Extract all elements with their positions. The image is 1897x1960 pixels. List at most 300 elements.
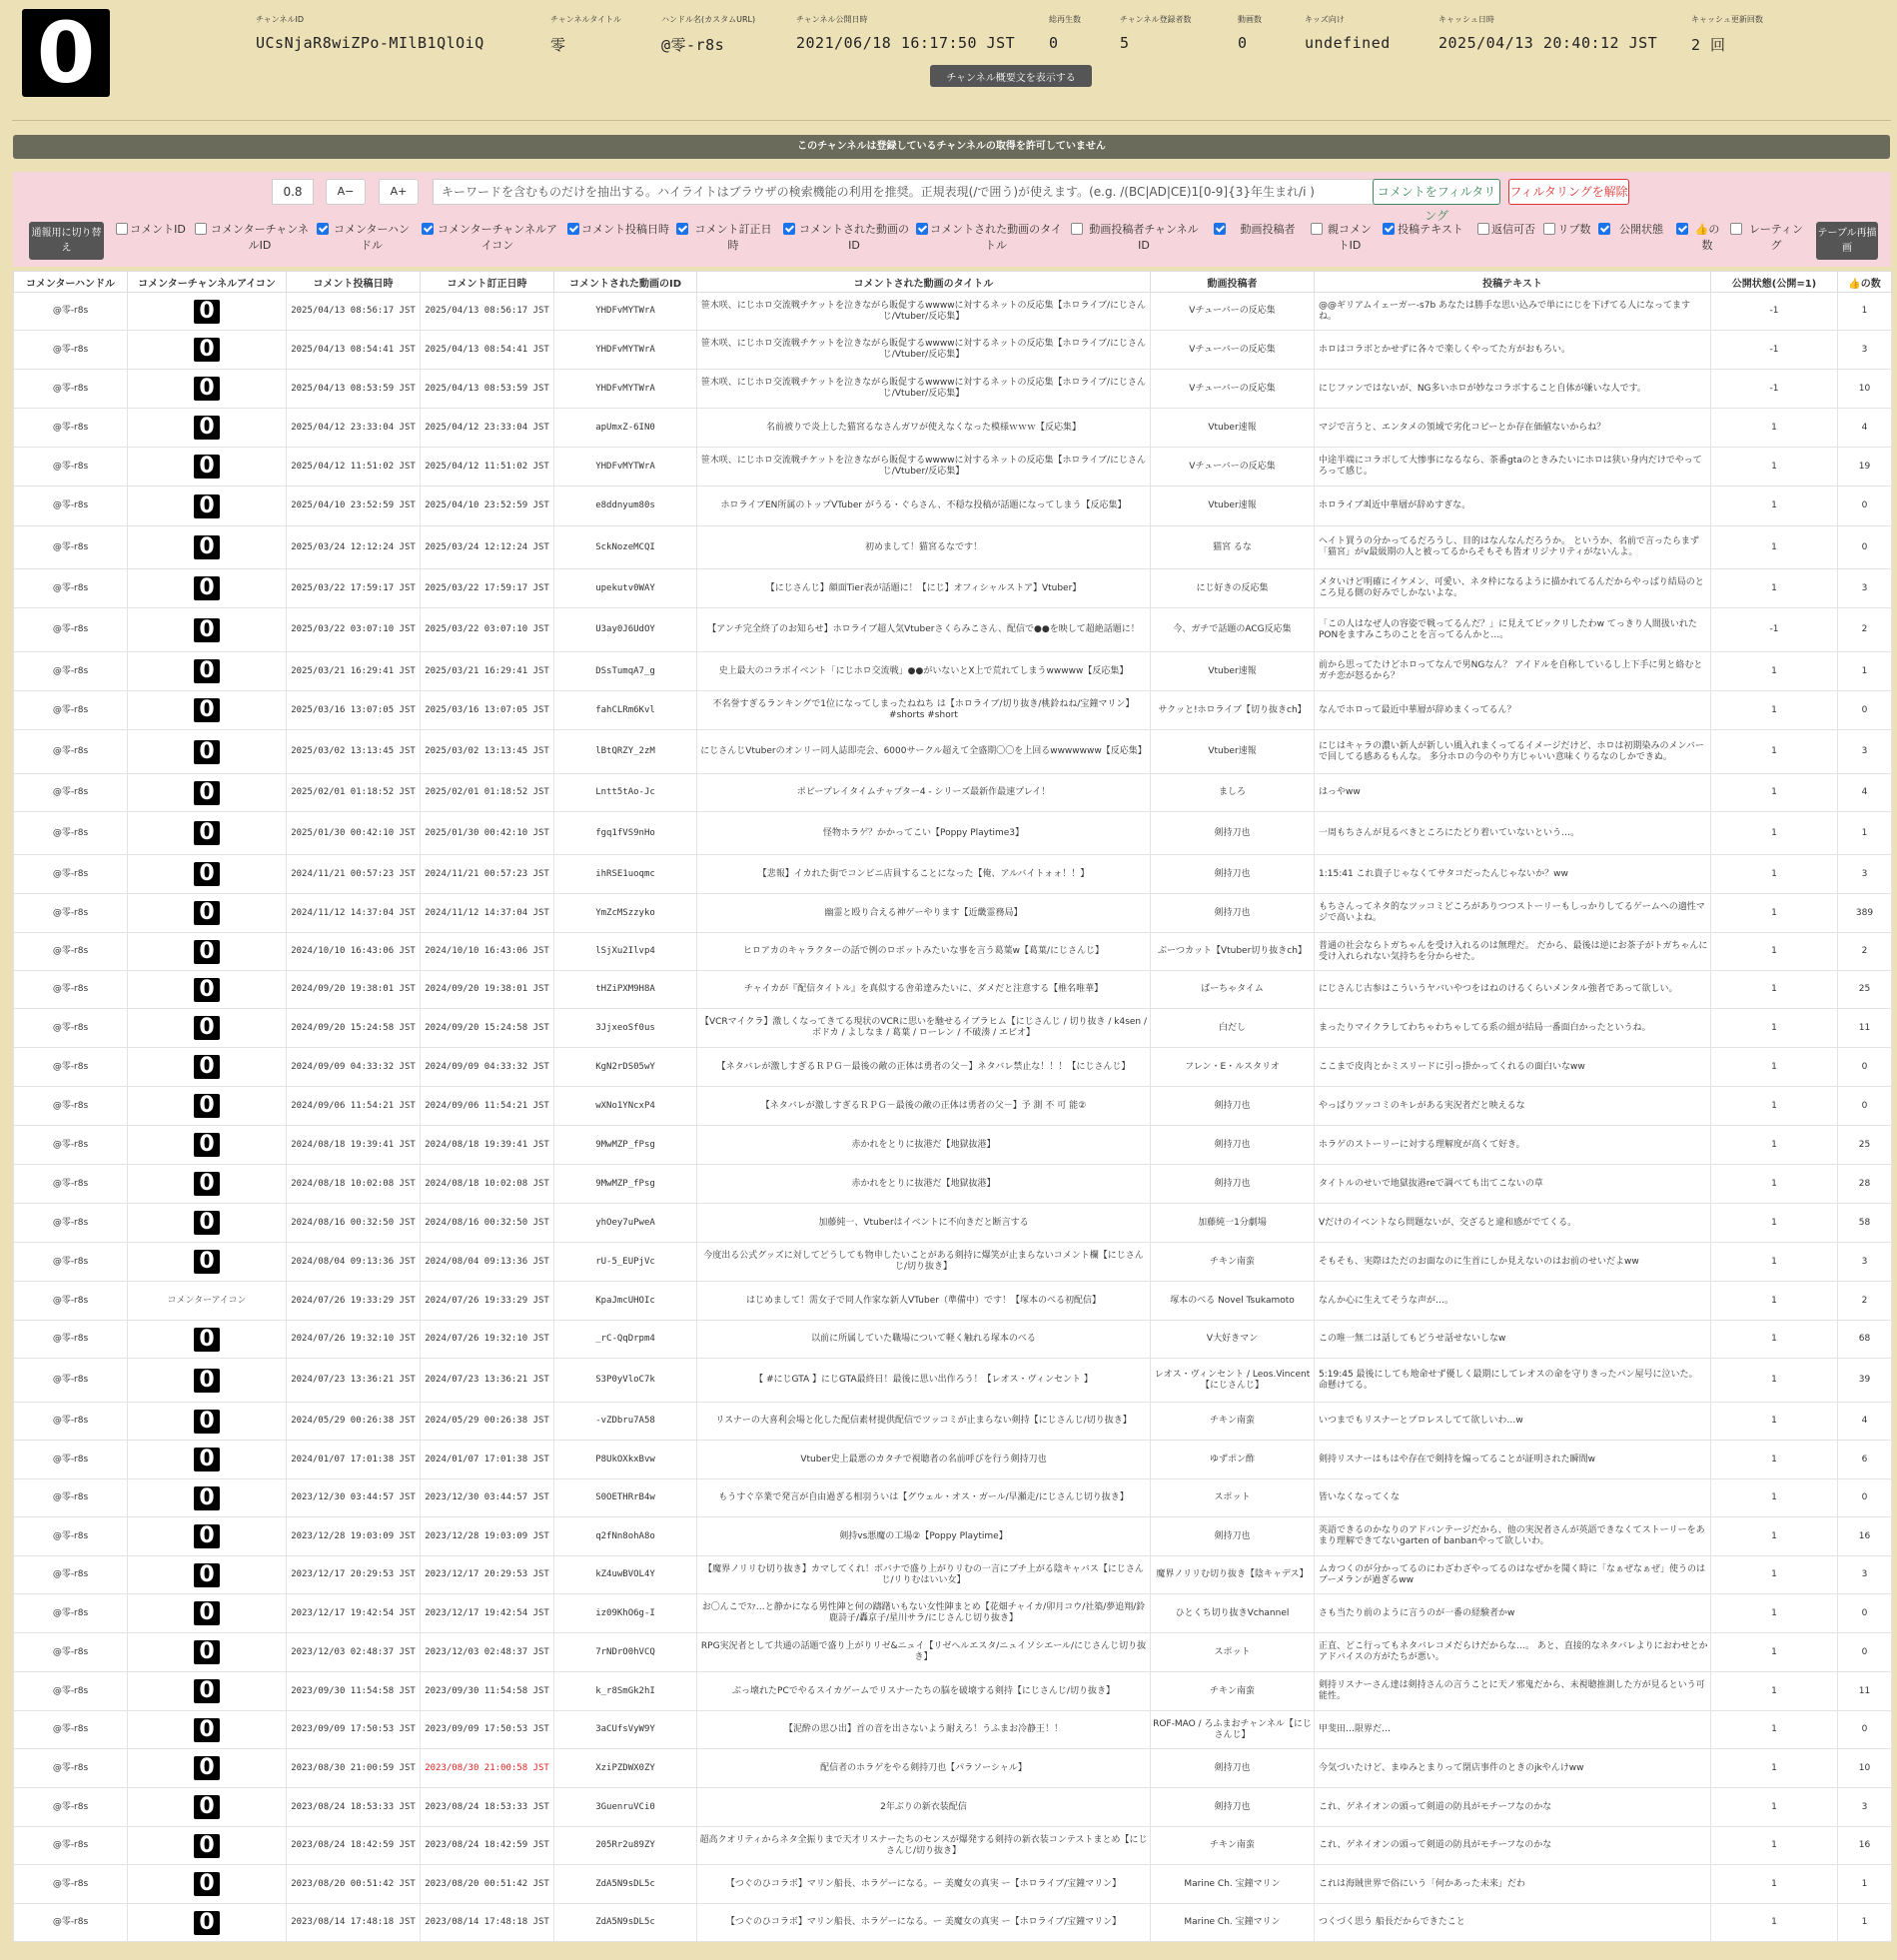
cell-uploader: スポット [1151, 1479, 1315, 1517]
column-header[interactable]: 公開状態(公開=1) [1711, 272, 1838, 293]
icon-cell [128, 409, 287, 448]
cell-likes: 2 [1838, 608, 1892, 652]
commenter-avatar-icon: 0 [194, 1718, 220, 1742]
cell-edited: 2025/04/12 11:51:02 JST [421, 448, 554, 487]
cell-text: 一周もちさんが見るべきところにたどり着いていないという…。 [1315, 812, 1711, 855]
cell-uploader: Vtuber速報 [1151, 487, 1315, 526]
cell-video-title: 【にじさんじ】顔面Tier表が話題に！【にじ】オフィシャルストア】Vtuber】 [697, 569, 1151, 608]
cell-likes: 10 [1838, 370, 1892, 409]
notice-banner: このチャンネルは登録しているチャンネルの取得を許可していません [13, 135, 1890, 159]
cell-posted: 2024/10/10 16:43:06 JST [287, 933, 421, 971]
icon-cell [128, 1479, 287, 1517]
stat-0 [256, 14, 484, 52]
cell-likes: 1 [1838, 1904, 1892, 1942]
column-toggle-0[interactable] [116, 222, 186, 238]
checkbox-label: コメンターチャンネルアイコン [438, 223, 557, 252]
commenter-avatar-icon: 0 [194, 416, 220, 440]
cell-video-id: SckNozeMCQI [554, 526, 697, 569]
column-header[interactable]: コメンターハンドル [14, 272, 128, 293]
commenter-avatar-icon: 0 [194, 1563, 220, 1587]
cell-status: 1 [1711, 1441, 1838, 1479]
cell-video-title: ホロライブEN所属のトップVTuber がうる・ぐらさん、不穏な投稿が話題になってしまう【反応集】 [697, 487, 1151, 526]
column-toggle-13[interactable] [1543, 222, 1591, 238]
cell-text: これ、ゲネイオンの頭って剣道の防具がモチーフなのかな [1315, 1827, 1711, 1865]
cell-handle: @零-r8s [14, 1165, 128, 1204]
cell-text: 5:19:45 最後にしても地命せず優しく最期にしてレオスの命を守りきったパン屋号に泣いた。 命懸けてる。 [1315, 1359, 1711, 1403]
cell-uploader: チキン南蛮 [1151, 1243, 1315, 1282]
cell-status: 1 [1711, 1672, 1838, 1711]
clear-filter-button[interactable]: フィルタリングを解除 [1508, 179, 1629, 205]
cell-video-id: 3GuenruVCi0 [554, 1788, 697, 1827]
show-channel-description-button[interactable]: チャンネル概要文を表示する [930, 65, 1092, 87]
cell-video-title: ヒロアカのキャラクターの話で例のロボットみたいな事を言う葛葉w【葛葉/にじさんじ】 [697, 933, 1151, 971]
icon-cell [128, 1282, 287, 1321]
cell-text: これ、ゲネイオンの頭って剣道の防具がモチーフなのかな [1315, 1788, 1711, 1827]
table-row [14, 409, 1892, 448]
column-header[interactable]: 投稿テキスト [1315, 272, 1711, 293]
column-toggle-6[interactable] [783, 222, 911, 254]
cell-edited: 2023/08/20 00:51:42 JST [421, 1865, 554, 1904]
cell-uploader: ぱーちゃタイム [1151, 971, 1315, 1009]
cell-edited: 2024/07/26 19:32:10 JST [421, 1321, 554, 1359]
stat-label: チャンネルタイトル [550, 15, 622, 24]
cell-posted: 2025/03/22 03:07:10 JST [287, 608, 421, 652]
cell-status: 1 [1711, 1243, 1838, 1282]
table-row [14, 1517, 1892, 1556]
stat-value: UCsNjaR8wiZPo-MIlB1QlOiQ [256, 34, 484, 52]
column-toggle-8[interactable] [1071, 222, 1203, 254]
column-toggle-16[interactable] [1730, 222, 1808, 254]
icon-cell [128, 730, 287, 774]
cell-handle: @零-r8s [14, 1594, 128, 1633]
column-toggle-3[interactable] [422, 222, 559, 254]
cell-video-title: 2年ぶりの新衣装配信 [697, 1788, 1151, 1827]
cell-text: なんか心に生えてそうな声が…。 [1315, 1282, 1711, 1321]
cell-likes: 389 [1838, 894, 1892, 933]
cell-status: -1 [1711, 370, 1838, 409]
cell-likes: 0 [1838, 691, 1892, 730]
keyword-filter-input[interactable]: キーワードを含むものだけを抽出する。ハイライトはブラウザの検索機能の利用を推奨。正規表現(/で囲う)が使えます。(e.g. /(BC|AD|CE)1[0-9]{3}年生まれ/i ) [433, 179, 1375, 205]
cell-posted: 2024/08/16 00:32:50 JST [287, 1204, 421, 1243]
cell-handle: @零-r8s [14, 331, 128, 370]
cell-likes: 1 [1838, 812, 1892, 855]
cell-handle: @零-r8s [14, 812, 128, 855]
icon-cell [128, 608, 287, 652]
icon-cell [128, 1204, 287, 1243]
cell-text: 前から思ってたけどホロってなんで男NGなん？ アイドルを自称しているし上下手に男と絡むとガチ恋が怒るから？ [1315, 652, 1711, 691]
cell-text: Vだけのイベントなら問題ないが、交ざると違和感がでてくる。 [1315, 1204, 1711, 1243]
cell-video-title: 赤かれをとりに抜港だ【地獄抜港】 [697, 1126, 1151, 1165]
cell-uploader: フレン・E・ルスタリオ [1151, 1048, 1315, 1087]
cell-video-title: 初めまして！猫宮るなです！ [697, 526, 1151, 569]
cell-handle: @零-r8s [14, 1788, 128, 1827]
report-mode-toggle-button[interactable]: 通報用に切り替え [29, 222, 104, 260]
checkbox[interactable] [1730, 223, 1742, 235]
cell-uploader: 剣持刀也 [1151, 1165, 1315, 1204]
cell-video-id: -vZDbru7A58 [554, 1403, 697, 1441]
commenter-avatar-icon: 0 [194, 1172, 220, 1196]
cell-uploader: Vチューバーの反応集 [1151, 448, 1315, 487]
cell-status: 1 [1711, 812, 1838, 855]
table-row [14, 652, 1892, 691]
checkbox[interactable] [916, 223, 928, 235]
checkbox[interactable] [317, 223, 329, 235]
commenter-avatar-icon: 0 [194, 1133, 220, 1157]
commenter-avatar-icon: 0 [194, 862, 220, 886]
checkbox[interactable] [1311, 223, 1323, 235]
table-row [14, 812, 1892, 855]
icon-cell [128, 1359, 287, 1403]
cell-video-id: YHDFvMYTWrA [554, 448, 697, 487]
icon-cell [128, 370, 287, 409]
cell-posted: 2024/07/26 19:33:29 JST [287, 1282, 421, 1321]
cell-status: 1 [1711, 1321, 1838, 1359]
checkbox-label: コメントされた動画のタイトル [930, 223, 1062, 252]
icon-cell [128, 1904, 287, 1942]
cell-likes: 19 [1838, 448, 1892, 487]
cell-uploader: 魔界ノリリむ切り抜き【陰キャデス】 [1151, 1556, 1315, 1594]
cell-handle: @零-r8s [14, 1048, 128, 1087]
cell-video-id: YHDFvMYTWrA [554, 370, 697, 409]
cell-uploader: レオス・ヴィンセント / Leos.Vincent【にじさんじ】 [1151, 1359, 1315, 1403]
column-toggle-12[interactable] [1477, 222, 1535, 238]
stat-7 [1305, 14, 1391, 52]
icon-cell [128, 1865, 287, 1904]
cell-status: 1 [1711, 1827, 1838, 1865]
commenter-avatar-icon: 0 [194, 377, 220, 401]
cell-edited: 2025/04/13 08:53:59 JST [421, 370, 554, 409]
cell-text: 1:15:41 これ貴子じゃなくてサタコだったんじゃないか？ww [1315, 855, 1711, 894]
stat-label: チャンネルID [256, 15, 305, 24]
commenter-avatar-icon: 0 [194, 1756, 220, 1780]
checkbox[interactable] [1477, 223, 1489, 235]
cell-edited: 2025/03/22 17:59:17 JST [421, 569, 554, 608]
commenter-avatar-icon: 0 [194, 1872, 220, 1896]
stat-value: undefined [1305, 34, 1391, 52]
cell-video-title: にじさんじVtuberのオンリー同人誌即売会、6000サークル超えて全盛期〇〇を上回るwwwwwww【反応集】 [697, 730, 1151, 774]
cell-video-title: はじめまして！需女子で同人作家な新人VTuber（準備中）です！【塚本のべる初配信】 [697, 1282, 1151, 1321]
commenter-avatar-icon: 0 [194, 978, 220, 1002]
commenter-avatar-icon: 0 [194, 338, 220, 362]
column-toggle-2[interactable] [317, 222, 413, 254]
cell-likes: 3 [1838, 1243, 1892, 1282]
cell-text: タイトルのせいで地獄抜港reで調べても出てこないの草 [1315, 1165, 1711, 1204]
cell-status: 1 [1711, 1749, 1838, 1788]
checkbox[interactable] [1214, 223, 1226, 235]
cell-video-title: 今度出る公式グッズに対してどうしても物申したいことがある剣持に爆笑が止まらないコメント欄【にじさんじ/切り抜き】 [697, 1243, 1151, 1282]
cell-posted: 2024/11/12 14:37:04 JST [287, 894, 421, 933]
icon-cell [128, 1556, 287, 1594]
cell-handle: @零-r8s [14, 730, 128, 774]
cell-status: 1 [1711, 487, 1838, 526]
cell-status: 1 [1711, 1517, 1838, 1556]
table-row [14, 1359, 1892, 1403]
cell-likes: 3 [1838, 569, 1892, 608]
cell-video-title: 配信者のホラゲをやる剣持刀也【パラソーシャル】 [697, 1749, 1151, 1788]
cell-posted: 2025/01/30 00:42:10 JST [287, 812, 421, 855]
icon-cell [128, 1087, 287, 1126]
checkbox[interactable] [783, 223, 795, 235]
cell-posted: 2023/12/17 20:29:53 JST [287, 1556, 421, 1594]
cell-uploader: Vチューバーの反応集 [1151, 331, 1315, 370]
cell-handle: @零-r8s [14, 1904, 128, 1942]
cell-likes: 6 [1838, 1441, 1892, 1479]
cell-status: 1 [1711, 1282, 1838, 1321]
table-row [14, 933, 1892, 971]
cell-uploader: Vtuber速報 [1151, 652, 1315, 691]
cell-video-title: 笹木咲、にじホロ交流戦チケットを泣きながら販促するwwwwに対するネットの反応集【ホロライブ/にじさんじ/Vtuber/反応集】 [697, 448, 1151, 487]
checkbox[interactable] [1543, 223, 1555, 235]
icon-cell [128, 1827, 287, 1865]
stat-3 [796, 14, 1015, 52]
cell-posted: 2023/12/17 19:42:54 JST [287, 1594, 421, 1633]
stat-value: 2 回 [1691, 36, 1726, 54]
cell-video-id: lBtQRZY_2zM [554, 730, 697, 774]
table-row [14, 1321, 1892, 1359]
stat-value: @零-r8s [661, 36, 725, 54]
cell-handle: @零-r8s [14, 652, 128, 691]
cell-text: 中途半端にコラボして大惨事になるなら、茶番gtaのときみたいにホロは狭い身内だけでやってろって感じ。 [1315, 448, 1711, 487]
checkbox[interactable] [567, 223, 579, 235]
icon-cell [128, 1243, 287, 1282]
cell-video-id: tHZiPXM9H8A [554, 971, 697, 1009]
cell-status: 1 [1711, 1711, 1838, 1749]
cell-handle: @零-r8s [14, 855, 128, 894]
icon-cell [128, 691, 287, 730]
cell-status: 1 [1711, 1788, 1838, 1827]
cell-edited: 2023/09/30 11:54:58 JST [421, 1672, 554, 1711]
cell-video-title: 【つぐのひコラボ】マリン船長、ホラゲーになる。ー 美魔女の真実 ー【ホロライブ/宝鐘マリン】 [697, 1904, 1151, 1942]
cell-video-id: ihRSE1uoqmc [554, 855, 697, 894]
column-header[interactable]: 動画投稿者 [1151, 272, 1315, 293]
font-decrease-button[interactable]: A− [326, 179, 366, 205]
cell-handle: @零-r8s [14, 1321, 128, 1359]
cell-text: 「この人はなぜ人の容姿で戦ってるんだ？」に見えてビックリしたわw てっきり人間扱いれたPONをますみこちのことを言ってるんかと…。 [1315, 608, 1711, 652]
stat-label: キャッシュ日時 [1438, 15, 1494, 24]
cell-status: -1 [1711, 331, 1838, 370]
cell-edited: 2024/08/18 19:39:41 JST [421, 1126, 554, 1165]
column-header[interactable]: コメント投稿日時 [287, 272, 421, 293]
table-row [14, 1204, 1892, 1243]
table-row [14, 1009, 1892, 1048]
cell-edited: 2023/12/17 19:42:54 JST [421, 1594, 554, 1633]
cell-uploader: 剣持刀也 [1151, 812, 1315, 855]
cell-edited: 2024/09/20 19:38:01 JST [421, 971, 554, 1009]
cell-text: まったりマイクラしてわちゃわちゃしてる系の組が結局一番面白かったというね。 [1315, 1009, 1711, 1048]
cell-posted: 2024/07/23 13:36:21 JST [287, 1359, 421, 1403]
cell-uploader: 加藤純一1分劇場 [1151, 1204, 1315, 1243]
cell-likes: 0 [1838, 1633, 1892, 1672]
column-toggle-11[interactable] [1383, 222, 1464, 238]
stat-value: 零 [550, 36, 566, 54]
cell-handle: @零-r8s [14, 691, 128, 730]
cell-posted: 2025/03/02 13:13:45 JST [287, 730, 421, 774]
cell-handle: @零-r8s [14, 1749, 128, 1788]
stat-9 [1691, 14, 1763, 55]
checkbox[interactable] [116, 223, 128, 235]
checkbox[interactable] [676, 223, 688, 235]
icon-cell [128, 569, 287, 608]
cell-video-id: kZ4uwBVOL4Y [554, 1556, 697, 1594]
column-toggle-1[interactable] [195, 222, 311, 254]
cell-status: 1 [1711, 448, 1838, 487]
cell-text: 英語できるのかなりのアドバンテージだから、他の実況者さんが英語できなくてストーリーをあまり理解できてないgarten of banbanやって欲しいわ。 [1315, 1517, 1711, 1556]
column-toggle-9[interactable] [1214, 222, 1308, 238]
cell-handle: @零-r8s [14, 774, 128, 812]
checkbox[interactable] [1598, 223, 1610, 235]
cell-edited: 2023/12/03 02:48:37 JST [421, 1633, 554, 1672]
cell-handle: @零-r8s [14, 1479, 128, 1517]
cell-handle: @零-r8s [14, 1827, 128, 1865]
cell-handle: @零-r8s [14, 1009, 128, 1048]
cell-edited: 2023/12/17 20:29:53 JST [421, 1556, 554, 1594]
cell-status: 1 [1711, 894, 1838, 933]
cell-video-id: P8UkOXkxBvw [554, 1441, 697, 1479]
cell-likes: 0 [1838, 487, 1892, 526]
cell-status: 1 [1711, 971, 1838, 1009]
column-toggle-5[interactable] [676, 222, 776, 254]
checkbox[interactable] [422, 223, 434, 235]
cell-uploader: 塚本のべる Novel Tsukamoto [1151, 1282, 1315, 1321]
cell-posted: 2025/04/12 11:51:02 JST [287, 448, 421, 487]
cell-status: -1 [1711, 608, 1838, 652]
cell-status: 1 [1711, 691, 1838, 730]
cell-likes: 4 [1838, 409, 1892, 448]
cell-uploader: 剣持刀也 [1151, 1517, 1315, 1556]
icon-cell [128, 1009, 287, 1048]
table-row [14, 691, 1892, 730]
icon-cell [128, 894, 287, 933]
cell-uploader: にじ好きの反応集 [1151, 569, 1315, 608]
cell-text: 甲斐田…限界だ… [1315, 1711, 1711, 1749]
cell-status: 1 [1711, 1865, 1838, 1904]
cell-likes: 1 [1838, 652, 1892, 691]
cell-uploader: ROF-MAO / ろふまおチャンネル【にじさんじ】 [1151, 1711, 1315, 1749]
column-header[interactable]: コメント訂正日時 [421, 272, 554, 293]
cell-text: そもそも、実際はただのお面なのに生首にしか見えないのはお前のせいだよww [1315, 1243, 1711, 1282]
cell-status: 1 [1711, 1126, 1838, 1165]
table-row [14, 608, 1892, 652]
table-row [14, 730, 1892, 774]
cell-likes: 10 [1838, 1749, 1892, 1788]
cell-handle: @零-r8s [14, 1556, 128, 1594]
table-row [14, 1594, 1892, 1633]
icon-cell [128, 1441, 287, 1479]
column-toggle-10[interactable] [1311, 222, 1375, 254]
column-toggle-15[interactable] [1676, 222, 1724, 254]
commenter-avatar-icon: 0 [194, 494, 220, 518]
stat-5 [1120, 14, 1192, 52]
cell-uploader: チキン南蛮 [1151, 1827, 1315, 1865]
checkbox-label: 返信可否 [1491, 223, 1535, 236]
commenter-avatar-icon: 0 [194, 1094, 220, 1118]
checkbox[interactable] [1383, 223, 1395, 235]
checkbox[interactable] [195, 223, 207, 235]
cell-likes: 3 [1838, 1788, 1892, 1827]
column-header[interactable]: コメントされた動画のタイトル [697, 272, 1151, 293]
cell-likes: 16 [1838, 1517, 1892, 1556]
cell-handle: @零-r8s [14, 487, 128, 526]
cell-uploader: サクッと!ホロライブ【切り抜きch】 [1151, 691, 1315, 730]
cell-uploader: チキン南蛮 [1151, 1403, 1315, 1441]
column-toggle-14[interactable] [1598, 222, 1670, 238]
stat-label: ハンドル名(カスタムURL) [661, 15, 756, 24]
table-row [14, 1749, 1892, 1788]
cell-uploader: ましろ [1151, 774, 1315, 812]
cell-text: マジで言うと、エンタメの領域で劣化コピーとか存在価値ないからね？ [1315, 409, 1711, 448]
table-row [14, 1672, 1892, 1711]
table-row [14, 1479, 1892, 1517]
cell-edited: 2025/03/16 13:07:05 JST [421, 691, 554, 730]
cell-handle: @零-r8s [14, 569, 128, 608]
checkbox[interactable] [1071, 223, 1083, 235]
cell-handle: @零-r8s [14, 1243, 128, 1282]
checkbox[interactable] [1676, 223, 1688, 235]
cell-status: 1 [1711, 652, 1838, 691]
redraw-table-button[interactable]: テーブル再描画 [1816, 222, 1878, 260]
cell-video-title: 笹木咲、にじホロ交流戦チケットを泣きながら販促するwwwwに対するネットの反応集【ホロライブ/にじさんじ/Vtuber/反応集】 [697, 293, 1151, 331]
cell-text: にじはキャラの濃い新人が新しい風入れまくってるイメージだけど、ホロは初期染みのメンバーで回してる感あるもんな。 多分ホロの今のやり方じゃいい意味くりるなのしかできぬ。 [1315, 730, 1711, 774]
table-row [14, 1788, 1892, 1827]
cell-likes: 11 [1838, 1672, 1892, 1711]
cell-status: 1 [1711, 1048, 1838, 1087]
stat-6 [1238, 14, 1262, 52]
checkbox-label: リプ数 [1557, 223, 1591, 236]
cell-uploader: 剣持刀也 [1151, 855, 1315, 894]
cell-handle: @零-r8s [14, 1441, 128, 1479]
cell-edited: 2025/01/30 00:42:10 JST [421, 812, 554, 855]
cell-video-title: ぶっ壊れたPCでやるスイカゲームでリスナーたちの脳を破壊する剣持【にじさんじ/切り抜き】 [697, 1672, 1151, 1711]
cell-video-id: ZdA5N9sDL5c [554, 1904, 697, 1942]
table-row [14, 487, 1892, 526]
column-toggle-4[interactable] [567, 222, 669, 238]
icon-cell [128, 1711, 287, 1749]
cell-posted: 2025/03/21 16:29:41 JST [287, 652, 421, 691]
column-header[interactable]: コメンターチャンネルアイコン [128, 272, 287, 293]
column-toggle-7[interactable] [916, 222, 1062, 254]
column-header[interactable]: コメントされた動画のID [554, 272, 697, 293]
cell-handle: @零-r8s [14, 370, 128, 409]
cell-video-id: fahCLRm6Kvl [554, 691, 697, 730]
font-increase-button[interactable]: A+ [379, 179, 419, 205]
cell-video-title: チャイカが『配信タイトル』を真似する舎弟達みたいに、ダメだと注意する【椎名唯華】 [697, 971, 1151, 1009]
cell-status: 1 [1711, 1403, 1838, 1441]
stat-4 [1049, 14, 1081, 52]
column-header[interactable]: 👍の数 [1838, 272, 1892, 293]
stat-value: 5 [1120, 34, 1130, 52]
cell-likes: 58 [1838, 1204, 1892, 1243]
cell-text: 普通の社会ならトガちゃんを受け入れるのは無理だ。 だから、最後は逆にお茶子がトガちゃんに受け入れられない気持ちを分からせた。 [1315, 933, 1711, 971]
icon-cell [128, 1403, 287, 1441]
cell-likes: 0 [1838, 526, 1892, 569]
filter-comments-button[interactable]: コメントをフィルタリング [1373, 179, 1500, 205]
cell-video-id: apUmxZ-6IN0 [554, 409, 697, 448]
cell-posted: 2023/08/30 21:00:59 JST [287, 1749, 421, 1788]
cell-video-title: 笹木咲、にじホロ交流戦チケットを泣きながら販促するwwwwに対するネットの反応集【ホロライブ/にじさんじ/Vtuber/反応集】 [697, 370, 1151, 409]
stat-8 [1438, 14, 1657, 52]
zoom-input[interactable]: 0.8 [272, 179, 314, 205]
checkbox-label: 動画投稿者 [1240, 223, 1296, 236]
cell-edited: 2025/03/22 03:07:10 JST [421, 608, 554, 652]
icon-cell [128, 1126, 287, 1165]
cell-status: 1 [1711, 1165, 1838, 1204]
stat-2 [661, 14, 755, 55]
commenter-avatar-icon: 0 [194, 1369, 220, 1393]
cell-posted: 2024/05/29 00:26:38 JST [287, 1403, 421, 1441]
cell-edited: 2025/04/13 08:54:41 JST [421, 331, 554, 370]
cell-handle: @零-r8s [14, 1282, 128, 1321]
cell-text: 剣持リスナーさん達は剣持さんの言うことに天ノ邪鬼だから、未視聴推測した方が見るという可能性。 [1315, 1672, 1711, 1711]
